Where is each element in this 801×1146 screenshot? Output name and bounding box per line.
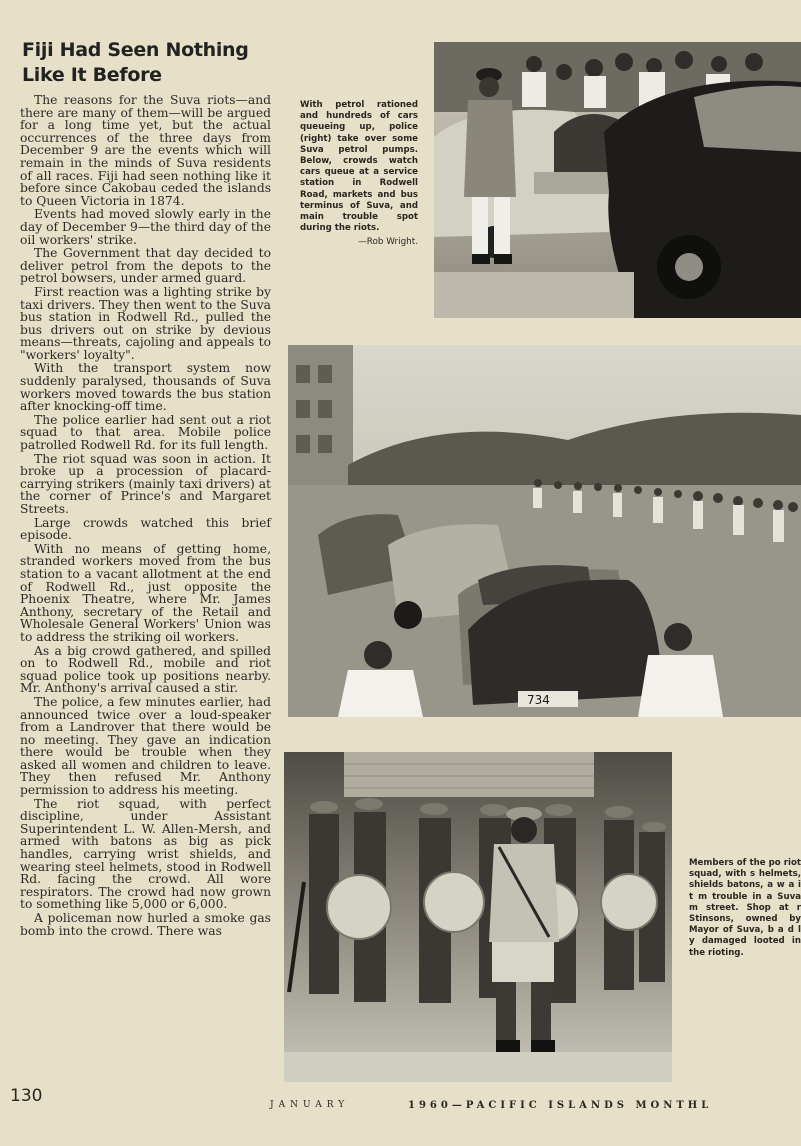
photo-police-petrol-pumps — [434, 42, 801, 318]
article-paragraph: The police, a few minutes earlier, had announced twice over a loud-speaker from a Landrover that there would be no meeting. They gave an indication there would be trouble when they asked all women and children to leave. They then refused Mr. Anthony permission to address his meeting. — [20, 694, 271, 798]
article-paragraph: First reaction was a lighting strike by taxi drivers. They then went to the Suva bus station in Rodwell Rd., pulled the bus drivers out on strike by devious means—threats, cajoling and appeals to "workers' loyalty". — [20, 284, 271, 362]
issue-year-magazine: 1960—PACIFIC ISLANDS MONTHL — [408, 1100, 713, 1111]
photo-crowd-watching-cars — [288, 345, 801, 717]
page-footer — [0, 1086, 801, 1114]
page-number: 130 — [10, 1086, 43, 1106]
article-paragraph: The riot squad was soon in action. It broke up a procession of placard-carrying strikers (mainly taxi drivers) at the corner of Prince's and Margaret Streets. — [20, 451, 271, 516]
article-paragraph: The Government that day decided to deliver petrol from the depots to the petrol bowsers, under armed guard. — [20, 246, 271, 286]
article-paragraph: With no means of getting home, stranded workers moved from the bus station to a vacant allotment at the end of Rodwell Rd., just opposite the Phoenix Theatre, where Mr. James Anthony, secretary of the Retail and Wholesale General Workers' Union was to address the striking oil workers. — [20, 541, 271, 644]
article-headline: Fiji Had Seen Nothing Like It Before — [22, 39, 249, 86]
car-plate: 734 — [527, 693, 550, 707]
issue-month: JANUARY — [270, 1100, 350, 1110]
article-body — [20, 94, 271, 938]
photo-caption-bottom: Members of the po riot squad, with s helmets, shields batons, a w a i t m trouble in a Suva m street. Shop at r Stinsons, owned by Mayor of Suva, b a d l y damaged looted in the rioting. — [689, 858, 801, 958]
photo-riot-squad — [284, 752, 672, 1082]
article-paragraph: With the transport system now suddenly paralysed, thousands of Suva workers moved towards the bus station after knocking-off time. — [20, 361, 271, 414]
article-paragraph: Events had moved slowly early in the day of December 9—the third day of the oil workers' strike. — [20, 207, 271, 247]
article-paragraph: The police earlier had sent out a riot squad to that area. Mobile police patrolled Rodwell Rd. for its full length. — [20, 412, 271, 453]
photo-credit: —Rob Wright. — [357, 237, 418, 247]
article-paragraph: The reasons for the Suva riots—and there are many of them—will be argued for a long time yet, but the actual occurrences of the three days from December 9 are the events which will remain in the minds of Suva residents of all races. Fiji had seen nothing like it before since Cakobau ceded the islands to Queen Victoria in 1874. — [20, 93, 271, 208]
article-paragraph: As a big crowd gathered, and spilled on to Rodwell Rd., mobile and riot squad police took up positions nearby. Mr. Anthony's arrival caused a stir. — [20, 643, 271, 696]
article-paragraph: A policeman now hurled a smoke gas bomb into the crowd. There was — [20, 911, 271, 938]
article-paragraph: The riot squad, with perfect discipline, under Assistant Superintendent L. W. Allen-Mersh, and armed with batons as big as pick handles, carrying wrist shields, and wearing steel helmets, stood in Rodwell Rd. facing the crowd. All wore respirators. The crowd had now grown to something like 5,000 or 6,000. — [20, 796, 271, 912]
photo-caption-top: With petrol rationed and hundreds of cars queueing up, police (right) take over some Suva petrol pumps. Below, crowds watch cars queue at a service station in Rodwell Road, markets and bus terminus of Suva, and main trouble spot during the riots. — [300, 100, 418, 234]
article-paragraph: Large crowds watched this brief episode. — [20, 515, 271, 543]
